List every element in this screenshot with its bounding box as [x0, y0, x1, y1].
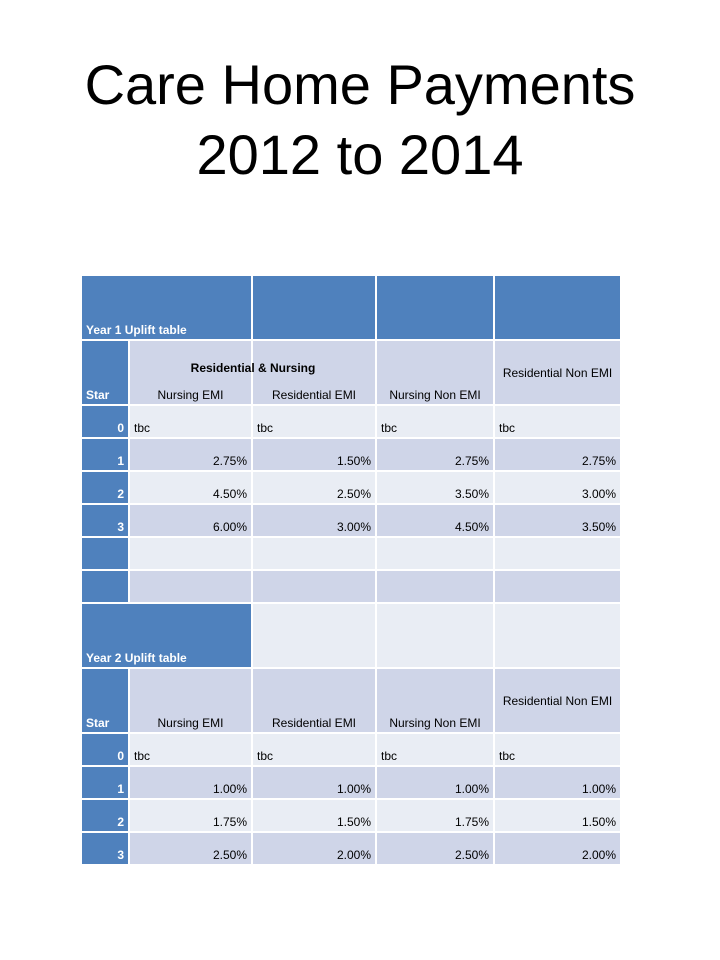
value-cell — [494, 537, 621, 570]
value-cell: 2.00% — [494, 832, 621, 865]
star-cell: 3 — [81, 504, 129, 537]
value-cell — [376, 570, 494, 603]
year1-header-star: Star — [81, 340, 129, 405]
value-cell — [376, 537, 494, 570]
year2-title-blank — [494, 603, 621, 668]
star-cell: 3 — [81, 832, 129, 865]
star-cell — [81, 570, 129, 603]
value-cell: 1.00% — [494, 766, 621, 799]
value-cell: 6.00% — [129, 504, 252, 537]
value-cell: 4.50% — [376, 504, 494, 537]
year2-header-residential-non-emi: Residential Non EMI — [494, 668, 621, 733]
value-cell: 3.50% — [494, 504, 621, 537]
value-cell: 4.50% — [129, 471, 252, 504]
value-cell: tbc — [252, 733, 376, 766]
star-cell: 1 — [81, 438, 129, 471]
value-cell: 1.75% — [376, 799, 494, 832]
year2-title-blank — [376, 603, 494, 668]
value-cell: tbc — [252, 405, 376, 438]
year2-header-star: Star — [81, 668, 129, 733]
year1-header-residential-emi: Residential EMI — [252, 340, 376, 405]
year1-title: Year 1 Uplift table — [81, 275, 252, 340]
empty-row — [81, 537, 621, 570]
star-cell: 2 — [81, 471, 129, 504]
star-cell: 0 — [81, 733, 129, 766]
year2-header-residential-emi: Residential EMI — [252, 668, 376, 733]
value-cell: 2.75% — [376, 438, 494, 471]
table-row — [81, 832, 621, 865]
value-cell: tbc — [129, 733, 252, 766]
year1-header-residential-non-emi: Residential Non EMI — [494, 340, 621, 405]
value-cell: 1.75% — [129, 799, 252, 832]
year1-title-blank — [376, 275, 494, 340]
year1-header-nursing-non-emi: Nursing Non EMI — [376, 340, 494, 405]
year1-title-blank — [494, 275, 621, 340]
value-cell: 2.75% — [129, 438, 252, 471]
star-cell — [81, 537, 129, 570]
value-cell: 1.00% — [252, 766, 376, 799]
value-cell: tbc — [376, 733, 494, 766]
title-line-2: 2012 to 2014 — [196, 123, 524, 186]
table-row — [81, 799, 621, 832]
value-cell: 2.00% — [252, 832, 376, 865]
year2-header-row — [81, 668, 621, 733]
value-cell: 1.50% — [494, 799, 621, 832]
year2-header-nursing-non-emi: Nursing Non EMI — [376, 668, 494, 733]
value-cell — [129, 570, 252, 603]
value-cell: 2.50% — [376, 832, 494, 865]
value-cell: 1.00% — [376, 766, 494, 799]
table-row — [81, 405, 621, 438]
star-cell: 2 — [81, 799, 129, 832]
year2-header-nursing-emi: Nursing EMI — [129, 668, 252, 733]
empty-row — [81, 570, 621, 603]
year1-header-nursing-emi: Nursing EMI — [129, 340, 252, 405]
year1-group-label: Residential & Nursing — [190, 361, 316, 375]
value-cell: tbc — [494, 405, 621, 438]
value-cell: 1.50% — [252, 438, 376, 471]
table-row — [81, 438, 621, 471]
year2-title-row — [81, 603, 621, 668]
value-cell: 1.50% — [252, 799, 376, 832]
value-cell: tbc — [129, 405, 252, 438]
star-cell: 1 — [81, 766, 129, 799]
value-cell: 3.50% — [376, 471, 494, 504]
value-cell: tbc — [494, 733, 621, 766]
year2-title-blank — [252, 603, 376, 668]
value-cell: 2.50% — [252, 471, 376, 504]
table-row — [81, 504, 621, 537]
value-cell — [252, 570, 376, 603]
table-row — [81, 471, 621, 504]
value-cell: tbc — [376, 405, 494, 438]
value-cell: 3.00% — [252, 504, 376, 537]
value-cell — [252, 537, 376, 570]
year1-title-blank — [252, 275, 376, 340]
value-cell — [494, 570, 621, 603]
table-row — [81, 766, 621, 799]
title-line-1: Care Home Payments — [84, 53, 636, 116]
year1-title-row — [81, 275, 621, 340]
value-cell: 3.00% — [494, 471, 621, 504]
page-title — [0, 50, 720, 190]
value-cell: 2.75% — [494, 438, 621, 471]
star-cell: 0 — [81, 405, 129, 438]
year2-title: Year 2 Uplift table — [81, 603, 252, 668]
value-cell — [129, 537, 252, 570]
value-cell: 2.50% — [129, 832, 252, 865]
value-cell: 1.00% — [129, 766, 252, 799]
table-row — [81, 733, 621, 766]
